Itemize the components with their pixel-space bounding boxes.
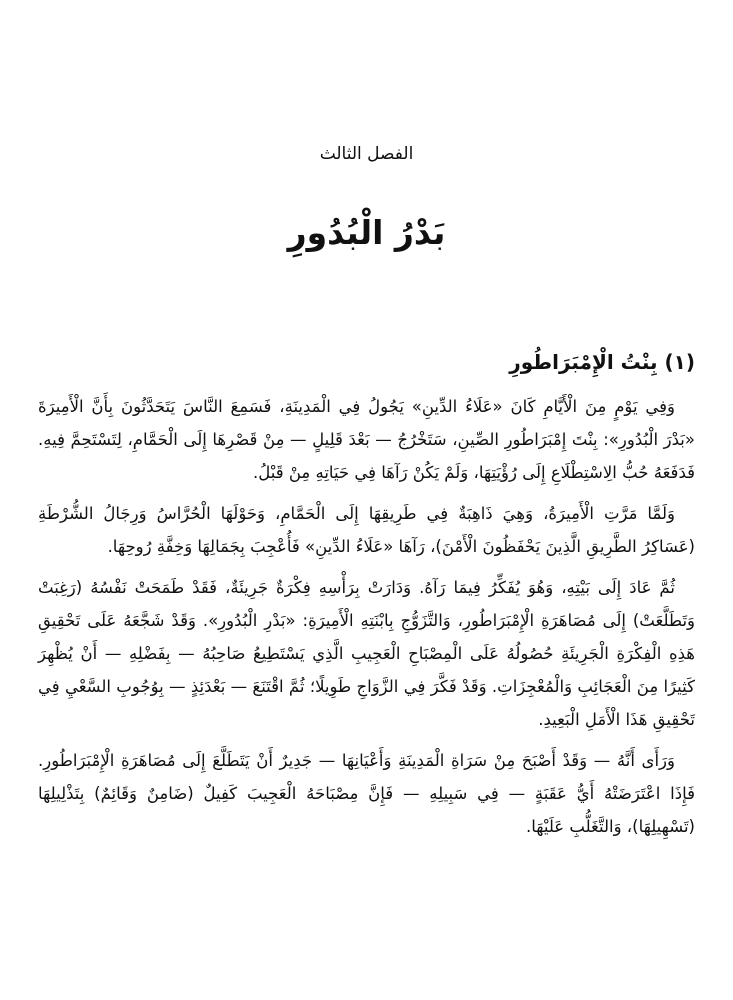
chapter-title: بَدْرُ الْبُدُورِ (287, 213, 446, 252)
paragraph-1: وَفِي يَوْمٍ مِنَ الْأَيَّامِ كَانَ «عَلَاءُ الدِّينِ» يَجُولُ فِي الْمَدِينَةِ، فَسَمِعَ النَّاسَ يَتَحَدَّثُونَ بِأَنَّ الْأَمِيرَةَ «بَدْرَ الْبُدُورِ»: بِنْتَ إِمْبَرَاطُورِ الصِّينِ، سَتَخْرُجُ — بَعْدَ قَلِيلٍ — مِنْ قَصْرِهَا إِلَى الْحَمَّامِ، لِتَسْتَحِمَّ فِيهِ. فَدَفَعَهُ حُبُّ الِاسْتِطْلَاعِ إِلَى رُؤْيَتِهَا، وَلَمْ يَكُنْ رَآهَا فِي حَيَاتِهِ مِنْ قَبْلُ. (38, 397, 695, 482)
paragraph-4: وَرَأَى أَنَّهُ — وَقَدْ أَصْبَحَ مِنْ سَرَاةِ الْمَدِينَةِ وَأَعْيَانِهَا — جَدِيرٌ أَنْ يَتَطَلَّعَ إِلَى مُصَاهَرَةِ الْإِمْبَرَاطُورِ. فَإِذَا اعْتَرَضَتْهُ أَيُّ عَقَبَةٍ — فِي سَبِيلِهِ — فَإِنَّ مِصْبَاحَهُ الْعَجِيبَ كَفِيلٌ (ضَامِنٌ وَقَائِمٌ) بِتَذْلِيلِهَا (تَسْهِيلِهَا)، وَالتَّغَلُّبِ عَلَيْهَا. (38, 751, 695, 836)
chapter-label: الفصل الثالث (319, 144, 414, 164)
body-text (38, 390, 695, 851)
paragraph-2: وَلَمَّا مَرَّتِ الْأَمِيرَةُ، وَهِيَ ذَاهِبَةٌ فِي طَرِيقِهَا إِلَى الْحَمَّامِ، وَحَوْلَهَا الْحُرَّاسُ وَرِجَالُ الشُّرْطَةِ (عَسَاكِرُ الطَّرِيقِ الَّذِينَ يَحْفَظُونَ الْأَمْنَ)، رَآهَا «عَلَاءُ الدِّينِ» فَأُعْجِبَ بِجَمَالِهَا وَخِفَّةِ رُوحِهَا. (38, 504, 695, 556)
paragraph-3: ثُمَّ عَادَ إِلَى بَيْتِهِ، وَهُوَ يُفَكِّرُ فِيمَا رَآهُ. وَدَارَتْ بِرَأْسِهِ فِكْرَةٌ جَرِيئَةٌ، فَقَدْ طَمَحَتْ نَفْسُهُ (رَغِبَتْ وَتَطَلَّعَتْ) إِلَى مُصَاهَرَةِ الْإِمْبَرَاطُورِ، وَالتَّزَوُّجِ بِابْنَتِهِ الْأَمِيرَةِ: «بَدْرِ الْبُدُورِ». وَقَدْ شَجَّعَهُ عَلَى تَحْقِيقِ هَذِهِ الْفِكْرَةِ الْجَرِيئَةِ حُصُولُهُ عَلَى الْمِصْبَاحِ الْعَجِيبِ الَّذِي يَسْتَطِيعُ صَاحِبُهُ — بِفَضْلِهِ — أَنْ يُظْهِرَ كَثِيرًا مِنَ الْعَجَائِبِ وَالْمُعْجِزَاتِ. وَقَدْ فَكَّرَ فِي الزَّوَاجِ طَوِيلًا؛ ثُمَّ اقْتَنَعَ — بَعْدَئِذٍ — بِوُجُوبِ السَّعْيِ فِي تَحْقِيقِ هَذَا الْأَمَلِ الْبَعِيدِ. (38, 578, 695, 729)
section-heading: (١) بِنْتُ الْإِمْبَرَاطُورِ (509, 350, 695, 374)
